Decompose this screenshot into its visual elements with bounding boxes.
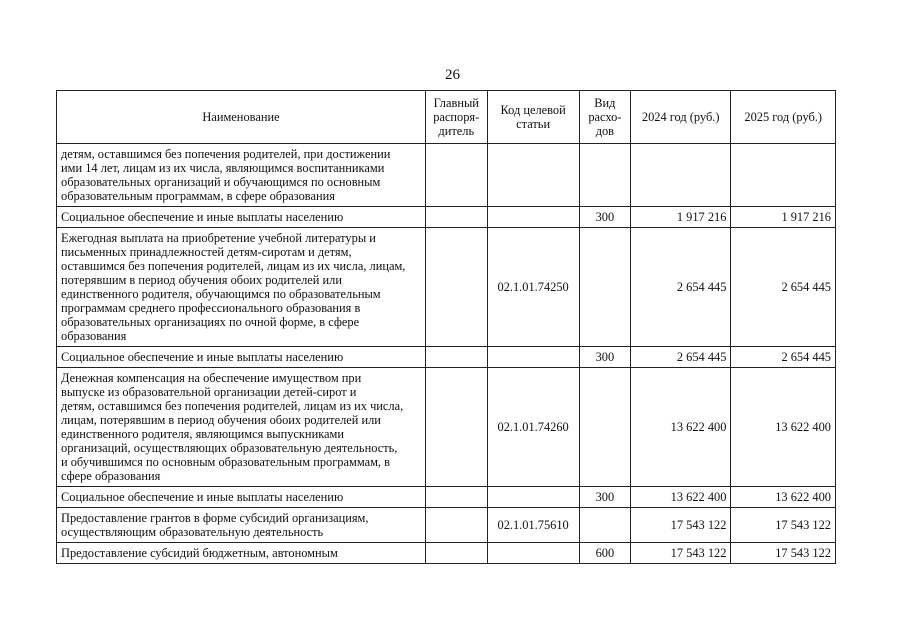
row-target-code (487, 207, 579, 228)
table-row (57, 508, 836, 543)
row-expense-type (579, 228, 630, 347)
row-name-line: оставшимся без попечения родителей, лицам из их числа, лицам, (61, 259, 406, 273)
row-main-manager (426, 487, 488, 508)
row-amount-2025: 1 917 216 (731, 207, 836, 228)
row-amount-2025: 13 622 400 (731, 368, 836, 487)
row-target-code: 02.1.01.75610 (487, 508, 579, 543)
row-target-code (487, 347, 579, 368)
row-name-line: Денежная компенсация на обеспечение имуществом при (61, 371, 362, 385)
row-amount-2025: 13 622 400 (731, 487, 836, 508)
row-name-line: ими 14 лет, лицам из их числа, являющимся воспитанниками (61, 161, 385, 175)
table-body (57, 144, 836, 564)
row-name-line: единственного родителя, обучающимся по образовательным (61, 287, 381, 301)
row-main-manager (426, 228, 488, 347)
row-name-line: потерявшим в период обучения обоих родителей или (61, 273, 342, 287)
row-amount-2024: 17 543 122 (631, 543, 731, 564)
row-target-code: 02.1.01.74260 (487, 368, 579, 487)
row-amount-2025 (731, 144, 836, 207)
row-target-code (487, 543, 579, 564)
table-row (57, 207, 836, 228)
row-target-code (487, 487, 579, 508)
table-header (57, 91, 836, 144)
row-main-manager (426, 508, 488, 543)
budget-table (56, 90, 836, 564)
row-expense-type: 600 (579, 543, 630, 564)
row-name-line: Предоставление субсидий бюджетным, автономным (61, 546, 338, 560)
table-row (57, 368, 836, 487)
row-expense-type: 300 (579, 487, 630, 508)
row-target-code: 02.1.01.74250 (487, 228, 579, 347)
row-name-line: лицам, потерявшим в период обучения обоих родителей или (61, 413, 381, 427)
row-name-line: организаций, осуществляющих образовательную деятельность, (61, 441, 398, 455)
row-expense-type (579, 144, 630, 207)
row-main-manager (426, 207, 488, 228)
row-main-manager (426, 368, 488, 487)
row-expense-type: 300 (579, 347, 630, 368)
row-main-manager (426, 347, 488, 368)
row-name-line: детям, оставшимся без попечения родителей, лицам из их числа, (61, 399, 404, 413)
row-name (57, 207, 426, 228)
row-name-line: и обучившимся по основным образовательным программам, в (61, 455, 390, 469)
header-expense-type: Вид расхо-дов (579, 91, 630, 144)
row-amount-2024: 2 654 445 (631, 347, 731, 368)
header-name: Наименование (57, 91, 426, 144)
row-amount-2024: 13 622 400 (631, 368, 731, 487)
row-amount-2024 (631, 144, 731, 207)
row-name-line: детям, оставшимся без попечения родителей, при достижении (61, 147, 391, 161)
table-row (57, 144, 836, 207)
row-name-line: образовательных организациях по очной форме, в сфере (61, 315, 360, 329)
row-name-line: Социальное обеспечение и иные выплаты населению (61, 210, 344, 224)
row-amount-2024: 1 917 216 (631, 207, 731, 228)
row-main-manager (426, 144, 488, 207)
row-name (57, 144, 426, 207)
row-name (57, 543, 426, 564)
header-year-2024: 2024 год (руб.) (631, 91, 731, 144)
row-amount-2024: 13 622 400 (631, 487, 731, 508)
row-target-code (487, 144, 579, 207)
header-row (57, 91, 836, 144)
row-amount-2025: 2 654 445 (731, 228, 836, 347)
row-name-line: программам среднего профессионального образования в (61, 301, 361, 315)
row-name (57, 228, 426, 347)
row-name-line: образовательных организаций и обучающимся по основным (61, 175, 381, 189)
row-name-line: Ежегодная выплата на приобретение учебной литературы и (61, 231, 376, 245)
row-expense-type (579, 368, 630, 487)
header-main-manager: Главный распоря-дитель (426, 91, 488, 144)
header-year-2025: 2025 год (руб.) (731, 91, 836, 144)
row-expense-type: 300 (579, 207, 630, 228)
row-name (57, 368, 426, 487)
row-main-manager (426, 543, 488, 564)
row-name-line: Социальное обеспечение и иные выплаты населению (61, 490, 344, 504)
table-row (57, 487, 836, 508)
row-name-line: Социальное обеспечение и иные выплаты населению (61, 350, 344, 364)
row-name (57, 487, 426, 508)
table-row (57, 543, 836, 564)
row-name-line: Предоставление грантов в форме субсидий организациям, (61, 511, 369, 525)
row-amount-2025: 17 543 122 (731, 543, 836, 564)
row-name-line: единственного родителя, являющимся выпускниками (61, 427, 344, 441)
row-name-line: выпуске из образовательной организации детей-сирот и (61, 385, 357, 399)
row-name-line: образования (61, 329, 127, 343)
row-name-line: письменных принадлежностей детям-сиротам и детям, (61, 245, 352, 259)
page-number: 26 (445, 67, 460, 83)
row-name (57, 347, 426, 368)
row-amount-2025: 2 654 445 (731, 347, 836, 368)
row-amount-2024: 2 654 445 (631, 228, 731, 347)
row-expense-type (579, 508, 630, 543)
header-target-code: Код целевой статьи (487, 91, 579, 144)
row-amount-2025: 17 543 122 (731, 508, 836, 543)
row-name-line: образовательным программам, в сфере образования (61, 189, 335, 203)
row-name-line: сфере образования (61, 469, 161, 483)
row-amount-2024: 17 543 122 (631, 508, 731, 543)
row-name (57, 508, 426, 543)
table-row (57, 347, 836, 368)
row-name-line: осуществляющим образовательную деятельность (61, 525, 324, 539)
table-row (57, 228, 836, 347)
